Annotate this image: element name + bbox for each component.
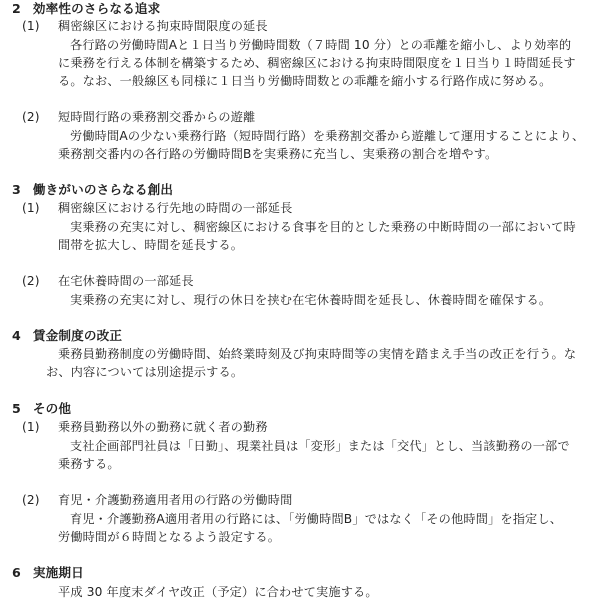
section-5-heading xyxy=(12,401,71,417)
item-number: (1) xyxy=(22,201,40,215)
section-title: 効率性のさらなる追求 xyxy=(32,1,161,16)
section-6-body-line-1: 平成 30 年度末ダイヤ改正（予定）に合わせて実施する。 xyxy=(58,585,378,599)
item-number: (1) xyxy=(22,19,40,33)
section-5-item-1-body-line-2: 乗務する。 xyxy=(58,457,120,471)
section-5-item-1-body-line-1: 支社企画部門社員は「日勤」、現業社員は「変形」または「交代」とし、当該勤務の一部で xyxy=(70,439,570,453)
section-2-item-1-body-line-2: に乗務を行える体制を構築するため、稠密線区における拘束時間限度を１日当り１時間延長す xyxy=(58,56,576,70)
item-number: (2) xyxy=(22,274,40,288)
section-3-item-1-title xyxy=(22,200,292,216)
section-number: 5 xyxy=(12,401,21,416)
section-3-item-1-body-line-2: 間帯を拡大し、時間を延長する。 xyxy=(58,238,244,252)
section-3-item-2-title xyxy=(22,273,194,289)
item-number: (1) xyxy=(22,420,40,434)
section-5-item-2-body-line-2: 労働時間が６時間となるよう設定する。 xyxy=(58,530,281,544)
section-number: 3 xyxy=(12,182,21,197)
section-6-heading xyxy=(12,565,84,581)
item-title: 育児・介護勤務適用者用の行路の労働時間 xyxy=(58,493,293,507)
section-2-item-2-title xyxy=(22,109,255,125)
section-2-item-1-title xyxy=(22,18,268,34)
section-3-heading xyxy=(12,182,173,198)
section-5-item-2-title xyxy=(22,492,292,508)
section-number: 4 xyxy=(12,328,21,343)
section-4-body-line-2: お、内容については別途提示する。 xyxy=(46,365,244,379)
item-number: (2) xyxy=(22,493,40,507)
section-2-heading xyxy=(12,1,160,17)
section-4-heading xyxy=(12,328,122,344)
section-number: 6 xyxy=(12,565,21,580)
section-3-item-2-body-line-1: 実乗務の充実に対し、現行の休日を挟む在宅休養時間を延長し、休養時間を確保する。 xyxy=(70,293,552,307)
section-3-item-1-body-line-1: 実乗務の充実に対し、稠密線区における食事を目的とした乗務の中断時間の一部において時 xyxy=(70,220,576,234)
section-title: その他 xyxy=(32,401,72,416)
item-title: 短時間行路の乗務割交番からの遊離 xyxy=(58,110,256,124)
section-title: 実施期日 xyxy=(32,565,84,580)
section-2-item-2-body-line-2: 乗務割交番内の各行路の労働時間Bを実乗務に充当し、実乗務の割合を増やす。 xyxy=(58,147,498,161)
section-5-item-2-body-line-1: 育児・介護勤務A適用者用の行路には、「労働時間B」ではなく「その他時間」を指定し、 xyxy=(70,512,563,526)
section-title: 働きがいのさらなる創出 xyxy=(32,182,174,197)
section-4-body-line-1: 乗務員勤務制度の労働時間、始終業時刻及び拘束時間等の実情を踏まえ手当の改正を行う。な xyxy=(58,347,577,361)
item-title: 在宅休養時間の一部延長 xyxy=(58,274,194,288)
section-title: 賃金制度の改正 xyxy=(32,328,123,343)
item-title: 稠密線区における行先地の時間の一部延長 xyxy=(58,201,293,215)
section-5-item-1-title xyxy=(22,419,268,435)
section-2-item-2-body-line-1: 労働時間Aの少ない乗務行路（短時間行路）を乗務割交番から遊離して運用することにより、 xyxy=(70,129,585,143)
item-number: (2) xyxy=(22,110,40,124)
section-number: 2 xyxy=(12,1,21,16)
item-title: 稠密線区における拘束時間限度の延長 xyxy=(58,19,268,33)
item-title: 乗務員勤務以外の勤務に就く者の勤務 xyxy=(58,420,268,434)
section-2-item-1-body-line-3: る。なお、一般線区も同様に１日当り労働時間数との乖離を縮小する行路作成に努める。 xyxy=(58,74,552,88)
section-2-item-1-body-line-1: 各行路の労働時間Aと１日当り労働時間数（７時間 10 分）との乖離を縮小し、より効率的 xyxy=(70,38,572,52)
